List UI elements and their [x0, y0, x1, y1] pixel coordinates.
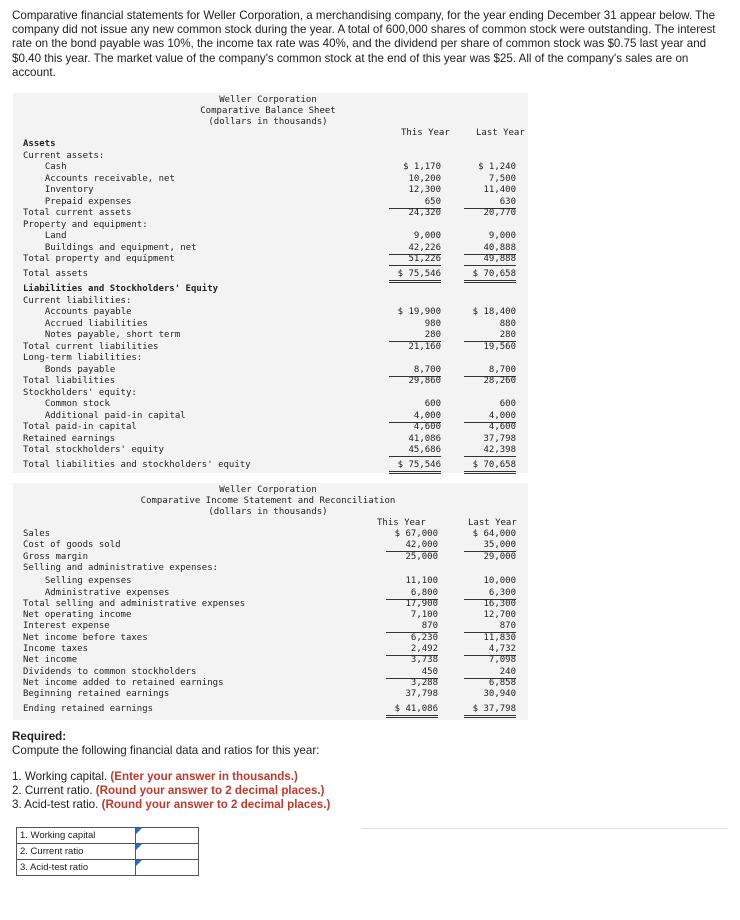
value-this-year: $ 41,086: [386, 704, 438, 718]
statement-row: [13, 284, 528, 295]
statement-row: [13, 445, 528, 456]
row-label: Total assets: [23, 268, 89, 279]
value-this-year: 450: [386, 667, 438, 679]
statement-row: [13, 633, 528, 644]
row-label: Net income before taxes: [23, 632, 148, 643]
row-label: Long-term liabilities:: [23, 353, 143, 363]
value-this-year: 3,738: [410, 655, 438, 666]
row-label: Beginning retained earnings: [23, 689, 170, 700]
row-label: Total liabilities: [23, 376, 116, 386]
value-this-year: $ 1,170: [403, 162, 441, 172]
value-last-year: $ 70,658: [464, 269, 516, 283]
row-label: Total selling and administrative expenses: [23, 598, 246, 609]
value-this-year: 21,160: [408, 341, 441, 352]
row-label: Total current liabilities: [23, 341, 159, 352]
row-label: Accounts receivable, net: [34, 173, 175, 184]
row-label: Gross margin: [23, 551, 89, 562]
answer-label: 3. Acid-test ratio: [17, 860, 136, 876]
statement-row: [13, 434, 528, 445]
value-last-year: 7,098: [488, 655, 516, 666]
divider: [362, 828, 728, 829]
value-last-year: $ 1,240: [478, 162, 516, 172]
statement-row: [13, 460, 528, 471]
row-label: Total property and equipment: [23, 254, 175, 264]
is-title-units: (dollars in thousands): [208, 507, 328, 517]
row-label: Notes payable, short term: [34, 330, 181, 340]
value-this-year: $ 75,546: [389, 460, 441, 474]
row-label: Assets: [23, 139, 56, 149]
current-ratio-input[interactable]: [136, 844, 198, 859]
value-this-year: 4,000: [389, 411, 441, 423]
statement-row: [13, 197, 528, 208]
value-this-year: 42,000: [386, 540, 438, 552]
value-last-year: 16,300: [483, 598, 516, 609]
row-label: Income taxes: [23, 644, 89, 654]
statement-row: [13, 610, 528, 621]
is-col-last-year: Last Year: [468, 518, 517, 528]
value-last-year: 10,000: [483, 576, 516, 587]
answer-row-acid-test-ratio: [17, 860, 199, 876]
value-this-year: 51,226: [389, 254, 441, 266]
statement-row: [13, 342, 528, 353]
row-label: Retained earnings: [23, 433, 116, 444]
value-this-year: 980: [424, 318, 441, 329]
statement-row: [13, 307, 528, 318]
value-last-year: $ 64,000: [472, 529, 516, 539]
value-this-year: $ 19,900: [397, 307, 441, 317]
row-label: Additional paid-in capital: [34, 410, 186, 421]
value-this-year: 3,288: [410, 677, 438, 688]
row-label: Net income added to retained earnings: [23, 677, 224, 688]
answer-label: 2. Current ratio: [17, 844, 136, 860]
is-title-statement: Comparative Income Statement and Reconciliation: [140, 496, 396, 506]
value-last-year: 6,300: [464, 588, 516, 600]
input-marker-icon: [136, 860, 142, 866]
statement-row: [13, 422, 528, 433]
row-label: Current assets:: [23, 150, 105, 161]
statement-row: [13, 667, 528, 678]
value-this-year: 6,800: [386, 588, 438, 600]
row-label: Dividends to common stockholders: [23, 666, 197, 677]
row-label: Bonds payable: [34, 364, 116, 375]
statement-row: [13, 655, 528, 666]
value-last-year: 8,700: [464, 365, 516, 377]
value-this-year: 37,798: [405, 689, 438, 700]
statement-row: [13, 678, 528, 689]
row-label: Cash: [34, 162, 67, 172]
value-last-year: 630: [464, 197, 516, 209]
row-label: Buildings and equipment, net: [34, 242, 197, 253]
acid-test-ratio-input[interactable]: [136, 860, 198, 875]
value-this-year: 45,686: [389, 445, 441, 457]
statement-row: [13, 174, 528, 185]
row-label: Total paid-in capital: [23, 422, 137, 432]
statement-row: [13, 139, 528, 150]
value-last-year: 240: [464, 667, 516, 679]
row-label: Property and equipment:: [23, 219, 148, 230]
value-this-year: 10,200: [408, 173, 441, 184]
value-last-year: 870: [464, 621, 516, 633]
is-col-this-year: This Year: [377, 518, 426, 528]
value-this-year: 6,230: [410, 632, 438, 643]
value-this-year: 600: [424, 399, 441, 409]
row-label: Sales: [23, 529, 51, 539]
row-label: Common stock: [34, 399, 110, 409]
is-title-company: Weller Corporation: [219, 485, 317, 495]
value-last-year: 880: [499, 318, 516, 329]
statement-row: [13, 243, 528, 254]
required-item-3: 3. Acid-test ratio. (Round your answer to 2 decimal places.): [12, 798, 331, 811]
row-label: Accrued liabilities: [34, 318, 148, 329]
row-label: Total stockholders' equity: [23, 445, 164, 455]
statement-row: [13, 588, 528, 599]
input-marker-icon: [136, 844, 142, 850]
statement-row: [13, 319, 528, 330]
row-label: Current liabilities:: [23, 295, 132, 306]
value-last-year: 19,560: [483, 341, 516, 352]
statement-row: [13, 689, 528, 700]
statement-row: [13, 399, 528, 410]
value-this-year: 8,700: [389, 365, 441, 377]
value-this-year: $ 67,000: [394, 529, 438, 539]
value-last-year: 4,732: [464, 644, 516, 656]
bs-title-statement: Comparative Balance Sheet: [200, 106, 336, 116]
statement-row: [13, 208, 528, 219]
required-item-1: 1. Working capital. (Enter your answer in thousands.): [12, 770, 298, 783]
answer-label: 1. Working capital: [17, 828, 136, 844]
value-last-year: $ 37,798: [464, 704, 516, 718]
value-last-year: 35,000: [464, 540, 516, 552]
bs-title-units: (dollars in thousands): [208, 117, 328, 127]
value-last-year: 600: [499, 399, 516, 409]
row-label: Net operating income: [23, 610, 132, 621]
statement-row: [13, 220, 528, 231]
value-last-year: 42,398: [464, 445, 516, 457]
row-label: Total current assets: [23, 208, 132, 218]
required-heading: Required:: [12, 730, 67, 743]
value-last-year: $ 70,658: [464, 460, 516, 474]
statement-row: [13, 411, 528, 422]
value-last-year: 9,000: [488, 231, 516, 241]
statement-row: [13, 269, 528, 280]
value-this-year: 41,086: [408, 433, 441, 444]
row-label: Interest expense: [23, 621, 110, 632]
value-this-year: 29,860: [408, 376, 441, 386]
row-label: Accounts payable: [34, 307, 132, 317]
problem-intro: Comparative financial statements for Weller Corporation, a merchandising company, for the year ending December 31 appear below. The company did not issue any new common stock during the year. A total of 600,000 shares of common stock were outstanding. The interest rate on the bond payable was 10%, the income tax rate was 40%, and the dividend per share of common stock was $0.75 last year and $0.40 this year. The market value of the company's common stock at the end of this year was $25. All of the company's sales are on account.: [12, 9, 716, 79]
value-last-year: 11,830: [483, 632, 516, 643]
statement-row: [13, 376, 528, 387]
row-label: Net income: [23, 655, 78, 666]
statement-row: [13, 563, 528, 574]
row-label: Stockholders' equity:: [23, 387, 137, 398]
value-this-year: 42,226: [389, 243, 441, 255]
value-last-year: 40,888: [464, 243, 516, 255]
value-this-year: 650: [389, 197, 441, 209]
statement-row: [13, 540, 528, 551]
statement-row: [13, 529, 528, 540]
value-this-year: 870: [386, 621, 438, 633]
bs-title-company: Weller Corporation: [219, 95, 317, 105]
value-this-year: 2,492: [386, 644, 438, 656]
value-last-year: 7,500: [488, 173, 516, 184]
answer-table: [16, 827, 199, 876]
value-last-year: 49,888: [464, 254, 516, 266]
value-this-year: 25,000: [405, 551, 438, 562]
value-last-year: 11,400: [483, 185, 516, 195]
statement-row: [13, 644, 528, 655]
row-label: Liabilities and Stockholders' Equity: [23, 284, 219, 294]
working-capital-input[interactable]: [136, 828, 198, 843]
statement-row: [13, 704, 528, 715]
statement-row: [13, 388, 528, 399]
value-last-year: 4,000: [464, 411, 516, 423]
value-last-year: 280: [464, 330, 516, 342]
row-label: Inventory: [34, 185, 94, 195]
value-this-year: 4,600: [413, 422, 441, 432]
row-label: Prepaid expenses: [34, 196, 132, 207]
row-label: Administrative expenses: [34, 587, 170, 598]
value-last-year: 37,798: [483, 433, 516, 444]
value-this-year: 24,320: [408, 208, 441, 218]
statement-row: [13, 621, 528, 632]
value-last-year: 28,260: [483, 376, 516, 386]
row-label: Selling and administrative expenses:: [23, 562, 219, 573]
value-last-year: 30,940: [483, 689, 516, 700]
value-last-year: 29,000: [483, 551, 516, 562]
value-last-year: 4,600: [488, 422, 516, 432]
value-this-year: 11,100: [405, 576, 438, 587]
answer-row-working-capital: [17, 828, 199, 844]
row-label: Selling expenses: [34, 576, 132, 587]
balance-sheet: [13, 93, 528, 473]
value-this-year: 12,300: [408, 185, 441, 195]
statement-row: [13, 353, 528, 364]
value-this-year: 17,900: [405, 598, 438, 609]
value-last-year: 12,700: [483, 610, 516, 621]
value-this-year: $ 75,546: [389, 269, 441, 283]
income-statement: [13, 483, 528, 720]
row-label: Land: [34, 231, 67, 241]
value-last-year: 20,770: [483, 208, 516, 218]
bs-col-this-year: This Year: [401, 128, 450, 138]
input-marker-icon: [136, 828, 142, 834]
value-last-year: $ 18,400: [472, 307, 516, 317]
value-last-year: 6,858: [488, 677, 516, 688]
answer-row-current-ratio: [17, 844, 199, 860]
statement-row: [13, 162, 528, 173]
bs-col-last-year: Last Year: [476, 128, 525, 138]
statement-row: [13, 330, 528, 341]
required-item-2: 2. Current ratio. (Round your answer to 2 decimal places.): [12, 784, 325, 797]
statement-row: [13, 296, 528, 307]
statement-row: [13, 231, 528, 242]
statement-row: [13, 576, 528, 587]
statement-row: [13, 599, 528, 610]
row-label: Total liabilities and stockholders' equity: [23, 459, 251, 470]
row-label: Cost of goods sold: [23, 540, 121, 551]
required-instruction: Compute the following financial data and ratios for this year:: [12, 744, 320, 757]
value-this-year: 9,000: [413, 231, 441, 241]
statement-row: [13, 185, 528, 196]
statement-row: [13, 552, 528, 563]
value-this-year: 280: [389, 330, 441, 342]
statement-row: [13, 151, 528, 162]
row-label: Ending retained earnings: [23, 703, 154, 714]
statement-row: [13, 254, 528, 265]
statement-row: [13, 365, 528, 376]
value-this-year: 7,100: [410, 610, 438, 621]
